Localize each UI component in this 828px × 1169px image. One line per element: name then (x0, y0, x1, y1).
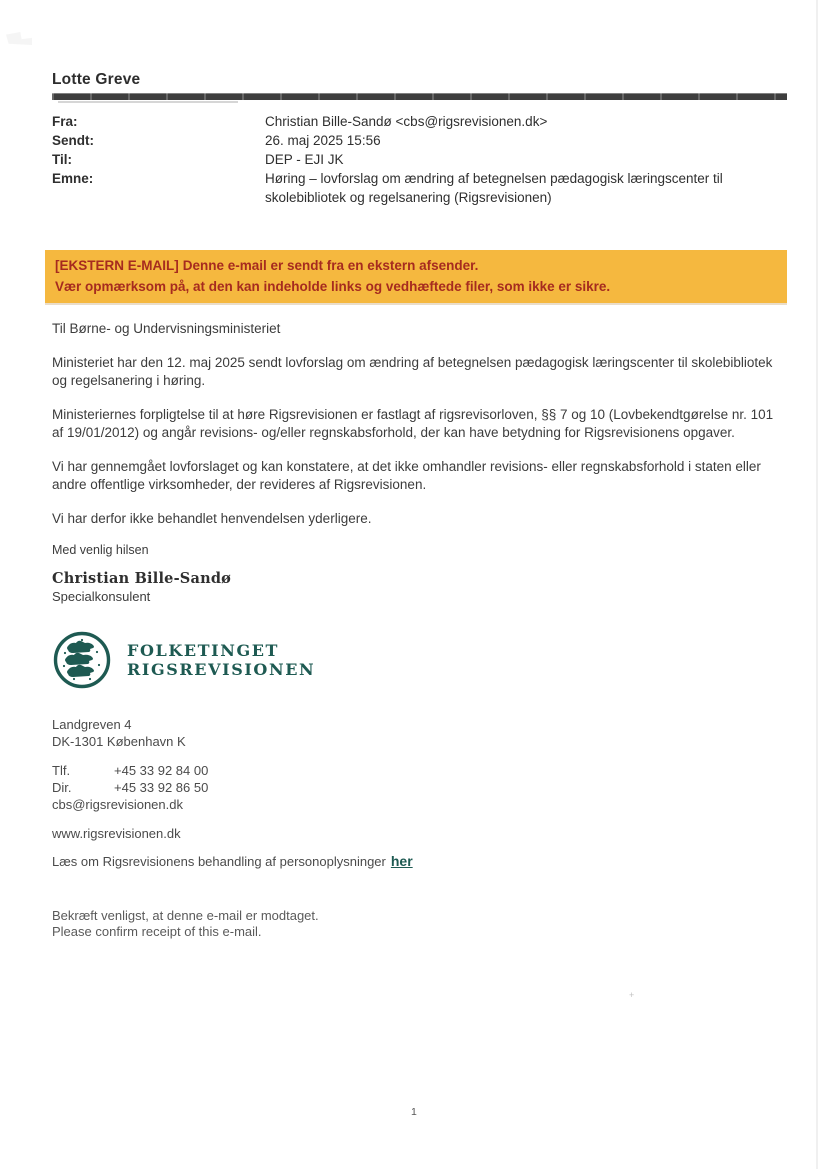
email-body (52, 320, 787, 528)
address-city: DK-1301 København K (52, 734, 186, 749)
field-sent-value: 26. maj 2025 15:56 (265, 133, 381, 148)
external-email-warning-banner (45, 250, 787, 303)
field-to-value: DEP - EJI JK (265, 152, 344, 167)
header-divider (52, 93, 787, 100)
field-subject-label: Emne: (52, 171, 94, 186)
page-number: 1 (411, 1106, 417, 1118)
field-sent (52, 131, 787, 150)
scan-streak-artifact (58, 101, 238, 103)
phone-label: Tlf. (52, 763, 71, 778)
privacy-link[interactable]: her (390, 853, 413, 869)
email-header-fields (52, 112, 787, 207)
privacy-line (52, 853, 787, 870)
field-subject-value: Høring – lovforslag om ændring af betegnelsen pædagogisk læringscenter til skolebibliotek og regelsanering (Rigsrevisionen) (265, 171, 723, 205)
body-paragraph: Ministeriernes forpligtelse til at høre Rigsrevisionen er fastlagt af rigsrevisorloven, §§ 7 og 10 (Lovbekendtgørelse nr. 101 af 19/01/2012) og angår revisions- og/eller regnskabsforhold, der kan have betydning for Rigsrevisionens opgaver. (52, 407, 774, 440)
website-url: www.rigsrevisionen.dk (52, 826, 181, 841)
phone-row (52, 779, 787, 796)
field-from (52, 112, 787, 131)
body-paragraph: Vi har derfor ikke behandlet henvendelsen yderligere. (52, 511, 372, 526)
logo-line-rigsrevisionen: RIGSREVISIONEN (127, 660, 316, 679)
closing-salutation: Med venlig hilsen (52, 543, 149, 557)
phone-label: Dir. (52, 780, 72, 795)
field-to (52, 150, 787, 169)
confirmation-english: Please confirm receipt of this e-mail. (52, 924, 262, 939)
body-paragraph: Vi har gennemgået lovforslaget og kan konstatere, at det ikke omhandler revisions- eller regnskabsforhold i staten eller andre offentlige virksomheder, der revideres af Rigsrevisionen. (52, 459, 761, 492)
field-sent-label: Sendt: (52, 133, 94, 148)
signature-name: Christian Bille-Sandø (52, 570, 232, 587)
field-from-label: Fra: (52, 114, 78, 129)
rigsrevisionen-logo (52, 630, 787, 690)
phone-number: +45 33 92 86 50 (114, 780, 209, 795)
confirmation-danish: Bekræft venligst, at denne e-mail er modtaget. (52, 908, 319, 923)
logo-wordmark (127, 641, 315, 679)
scan-artifact (6, 32, 32, 45)
external-email-tag: [EKSTERN E-MAIL] (55, 258, 179, 273)
logo-line-folketinget: FOLKETINGET (127, 641, 280, 660)
phone-number: +45 33 92 84 00 (114, 763, 209, 778)
three-lions-seal-icon (52, 630, 112, 690)
body-paragraph: Til Børne- og Undervisningsministeriet (52, 321, 281, 336)
email-address: cbs@rigsrevisionen.dk (52, 797, 183, 812)
banner-line-2: Vær opmærksom på, at den kan indeholde links og vedhæftede filer, som ikke er sikre. (55, 279, 611, 294)
banner-line-1 (55, 255, 777, 276)
field-from-value: Christian Bille-Sandø <cbs@rigsrevisionen.dk> (265, 114, 548, 129)
address-street: Landgreven 4 (52, 717, 132, 732)
contact-block (52, 716, 787, 870)
confirmation-note (52, 908, 787, 940)
scan-artifact: + (629, 990, 635, 1000)
banner-line-1-text: Denne e-mail er sendt fra en ekstern afsender. (182, 258, 479, 273)
field-to-label: Til: (52, 152, 72, 167)
privacy-text: Læs om Rigsrevisionens behandling af personoplysninger (52, 854, 386, 869)
phone-row (52, 762, 787, 779)
field-subject (52, 169, 787, 207)
recipient-name: Lotte Greve (52, 71, 141, 88)
signature-job-title: Specialkonsulent (52, 589, 151, 604)
body-paragraph: Ministeriet har den 12. maj 2025 sendt lovforslag om ændring af betegnelsen pædagogisk læringscenter til skolebibliotek og regelsanering i høring. (52, 355, 773, 388)
